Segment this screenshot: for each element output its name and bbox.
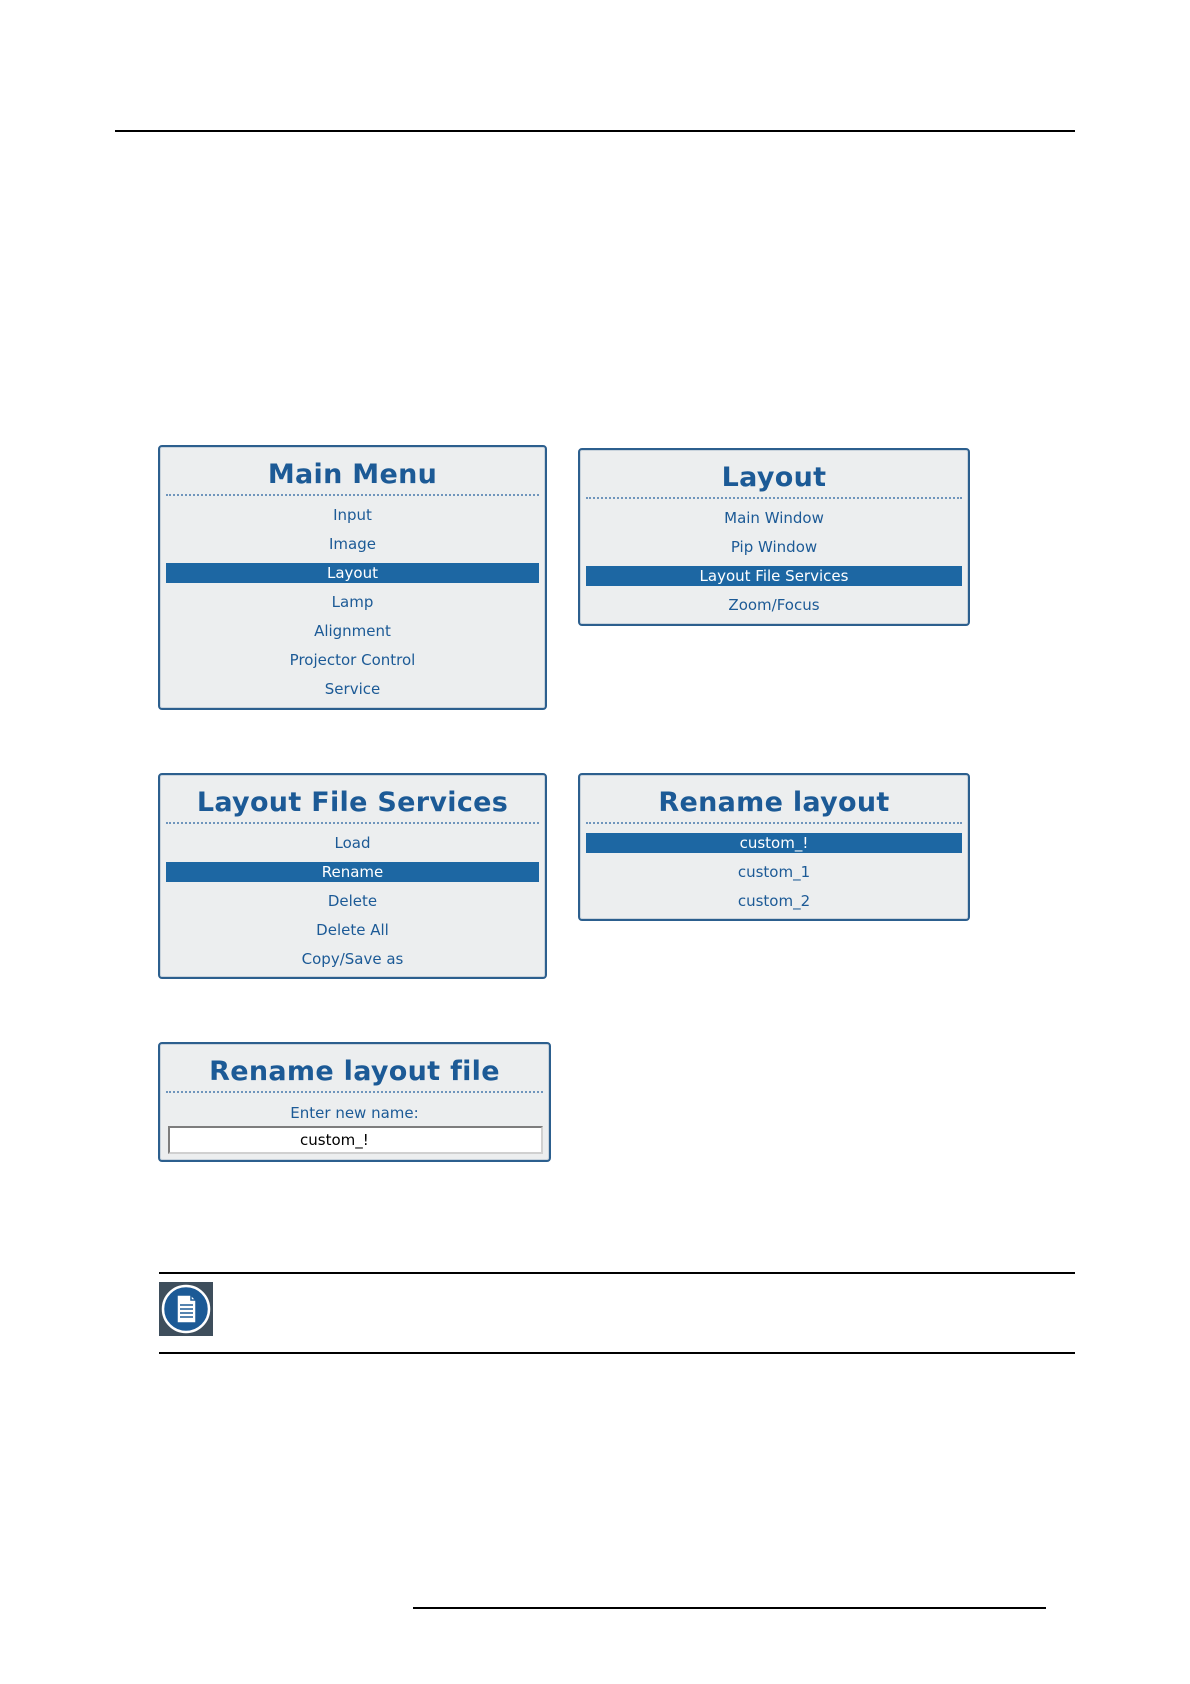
layout-file-item-custom-1[interactable]: custom_1 [737,863,811,881]
layout-menu-title: Layout [721,462,827,493]
rename-layout-file-separator [166,1091,543,1093]
menu-item-zoom-focus[interactable]: Zoom/Focus [728,596,820,614]
layout-file-services-separator [166,822,539,824]
menu-item-pip-window[interactable]: Pip Window [730,538,818,556]
rename-layout-file-title: Rename layout file [209,1056,500,1087]
layout-menu-separator [586,497,962,499]
menu-item-copy-save-as[interactable]: Copy/Save as [301,950,404,968]
menu-item-image[interactable]: Image [329,535,376,553]
menu-item-alignment[interactable]: Alignment [314,622,391,640]
main-menu-separator [166,494,539,496]
layout-file-services-panel [158,773,547,979]
enter-new-name-label: Enter new name: [290,1104,419,1122]
layout-file-item-custom-excl[interactable]: custom_! [586,833,962,853]
layout-menu-panel [578,448,970,626]
rename-layout-panel [578,773,970,921]
menu-item-layout[interactable]: Layout [166,563,539,583]
menu-item-service[interactable]: Service [324,680,381,698]
rename-layout-title: Rename layout [658,787,890,818]
rename-layout-file-dialog [158,1042,551,1162]
menu-item-main-window[interactable]: Main Window [724,509,824,527]
note-top-rule [159,1272,1075,1274]
menu-item-projector-control[interactable]: Projector Control [289,651,416,669]
menu-item-delete[interactable]: Delete [327,892,378,910]
layout-file-services-title: Layout File Services [196,787,509,818]
menu-item-delete-all[interactable]: Delete All [316,921,389,939]
menu-item-layout-file-services[interactable]: Layout File Services [586,566,962,586]
layout-file-item-custom-2[interactable]: custom_2 [737,892,811,910]
footer-rule [413,1607,1046,1609]
note-bottom-rule [159,1352,1075,1354]
menu-item-rename[interactable]: Rename [166,862,539,882]
header-rule [115,130,1075,132]
new-name-input[interactable] [168,1126,543,1154]
menu-item-input[interactable]: Input [333,506,372,524]
rename-layout-separator [586,822,962,824]
main-menu-panel [158,445,547,710]
main-menu-title: Main Menu [267,459,438,490]
menu-item-lamp[interactable]: Lamp [331,593,374,611]
menu-item-load[interactable]: Load [334,834,371,852]
note-document-icon [159,1282,213,1336]
